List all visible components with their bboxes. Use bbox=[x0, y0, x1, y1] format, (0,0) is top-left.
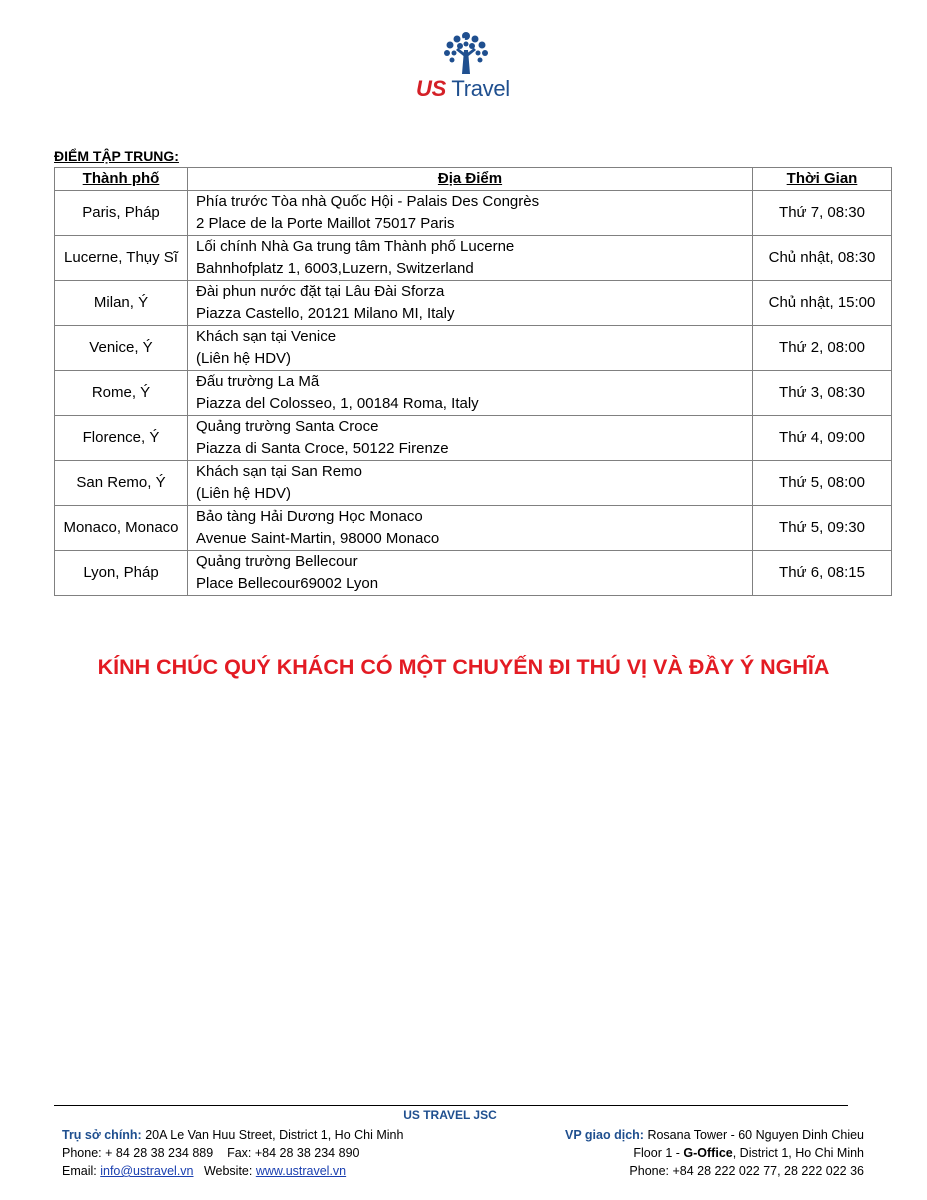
city-cell: Milan, Ý bbox=[55, 281, 188, 326]
place-name: Đài phun nước đặt tại Lâu Đài Sforza bbox=[196, 283, 445, 300]
floor-suffix: , District 1, Ho Chi Minh bbox=[732, 1146, 864, 1160]
table-row bbox=[55, 326, 892, 371]
place-address: Piazza Castello, 20121 Milano MI, Italy bbox=[196, 305, 455, 322]
section-title: ĐIỂM TẬP TRUNG: bbox=[54, 148, 179, 164]
website-label: Website: bbox=[203, 1164, 253, 1178]
city-cell: Lucerne, Thụy Sĩ bbox=[55, 236, 188, 281]
logo-wordmark: US Travel bbox=[416, 76, 510, 101]
place-name: Khách sạn tại San Remo bbox=[196, 463, 362, 480]
floor-prefix: Floor 1 - bbox=[633, 1146, 680, 1160]
place-cell bbox=[188, 236, 753, 281]
city-cell: Venice, Ý bbox=[55, 326, 188, 371]
city-cell: Monaco, Monaco bbox=[55, 506, 188, 551]
time-cell: Chủ nhật, 15:00 bbox=[753, 281, 892, 326]
email-link[interactable]: info@ustravel.vn bbox=[100, 1164, 194, 1178]
place-address: 2 Place de la Porte Maillot 75017 Paris bbox=[196, 215, 455, 232]
table-header-row bbox=[55, 168, 892, 191]
time-cell: Thứ 6, 08:15 bbox=[753, 551, 892, 596]
time-cell: Thứ 4, 09:00 bbox=[753, 416, 892, 461]
place-name: Bảo tàng Hải Dương Học Monaco bbox=[196, 508, 423, 525]
office-phone-line: Phone: +84 28 222 022 77, 28 222 022 36 bbox=[629, 1164, 864, 1178]
time-cell: Thứ 5, 08:00 bbox=[753, 461, 892, 506]
table-row bbox=[55, 506, 892, 551]
city-cell: Lyon, Pháp bbox=[55, 551, 188, 596]
floor-office: G-Office bbox=[683, 1146, 733, 1160]
place-address: Piazza del Colosseo, 1, 00184 Roma, Italy bbox=[196, 395, 479, 412]
place-address: (Liên hệ HDV) bbox=[196, 350, 292, 367]
office-address: Rosana Tower - 60 Nguyen Dinh Chieu bbox=[647, 1128, 864, 1142]
table-row bbox=[55, 371, 892, 416]
place-address: Avenue Saint-Martin, 98000 Monaco bbox=[196, 530, 440, 547]
city-cell: San Remo, Ý bbox=[55, 461, 188, 506]
place-cell bbox=[188, 371, 753, 416]
time-cell: Thứ 7, 08:30 bbox=[753, 191, 892, 236]
hq-phone-line: Phone: + 84 28 38 234 889 Fax: +84 28 38 234 890 bbox=[62, 1146, 360, 1160]
website-link[interactable]: www.ustravel.vn bbox=[255, 1164, 347, 1178]
city-cell: Rome, Ý bbox=[55, 371, 188, 416]
city-cell: Florence, Ý bbox=[55, 416, 188, 461]
office-floor-line bbox=[565, 1144, 864, 1162]
city-cell: Paris, Pháp bbox=[55, 191, 188, 236]
closing-message: KÍNH CHÚC QUÝ KHÁCH CÓ MỘT CHUYẾN ĐI THÚ VỊ VÀ ĐẦY Ý NGHĨA bbox=[97, 655, 830, 679]
header-city: Thành phố bbox=[55, 168, 188, 191]
place-name: Lối chính Nhà Ga trung tâm Thành phố Lucerne bbox=[196, 238, 515, 255]
time-cell: Chủ nhật, 08:30 bbox=[753, 236, 892, 281]
tree-icon bbox=[440, 30, 492, 76]
contact-line bbox=[62, 1162, 403, 1180]
table-row bbox=[55, 236, 892, 281]
footer-divider bbox=[54, 1105, 848, 1106]
place-cell bbox=[188, 551, 753, 596]
place-cell bbox=[188, 281, 753, 326]
table-row bbox=[55, 416, 892, 461]
company-name: US TRAVEL JSC bbox=[403, 1108, 497, 1122]
office-address-line bbox=[565, 1126, 864, 1144]
place-cell bbox=[188, 416, 753, 461]
footer-head-office bbox=[62, 1126, 403, 1180]
place-name: Phía trước Tòa nhà Quốc Hội - Palais Des Congrès bbox=[196, 193, 540, 210]
header-place: Địa Điểm bbox=[188, 168, 753, 191]
email-label: Email: bbox=[62, 1164, 97, 1178]
place-address: (Liên hệ HDV) bbox=[196, 485, 292, 502]
table-row bbox=[55, 281, 892, 326]
place-cell bbox=[188, 326, 753, 371]
hq-address: 20A Le Van Huu Street, District 1, Ho Chi Minh bbox=[145, 1128, 404, 1142]
place-name: Quảng trường Bellecour bbox=[196, 553, 358, 570]
meeting-points-table bbox=[54, 167, 892, 596]
place-cell bbox=[188, 191, 753, 236]
hq-address-line bbox=[62, 1126, 403, 1144]
place-address: Piazza di Santa Croce, 50122 Firenze bbox=[196, 440, 449, 457]
table-row bbox=[55, 461, 892, 506]
place-cell bbox=[188, 461, 753, 506]
place-name: Quảng trường Santa Croce bbox=[196, 418, 379, 435]
table-row bbox=[55, 191, 892, 236]
place-address: Place Bellecour69002 Lyon bbox=[196, 575, 379, 592]
header-time: Thời Gian bbox=[753, 168, 892, 191]
place-address: Bahnhofplatz 1, 6003,Luzern, Switzerland bbox=[196, 260, 474, 277]
hq-label: Trụ sở chính: bbox=[62, 1128, 142, 1142]
us-travel-logo bbox=[412, 30, 522, 102]
time-cell: Thứ 3, 08:30 bbox=[753, 371, 892, 416]
place-cell bbox=[188, 506, 753, 551]
office-label: VP giao dịch: bbox=[565, 1128, 644, 1142]
time-cell: Thứ 5, 09:30 bbox=[753, 506, 892, 551]
place-name: Khách sạn tại Venice bbox=[196, 328, 337, 345]
place-name: Đấu trường La Mã bbox=[196, 373, 320, 390]
footer-transaction-office bbox=[565, 1126, 864, 1180]
time-cell: Thứ 2, 08:00 bbox=[753, 326, 892, 371]
table-row bbox=[55, 551, 892, 596]
